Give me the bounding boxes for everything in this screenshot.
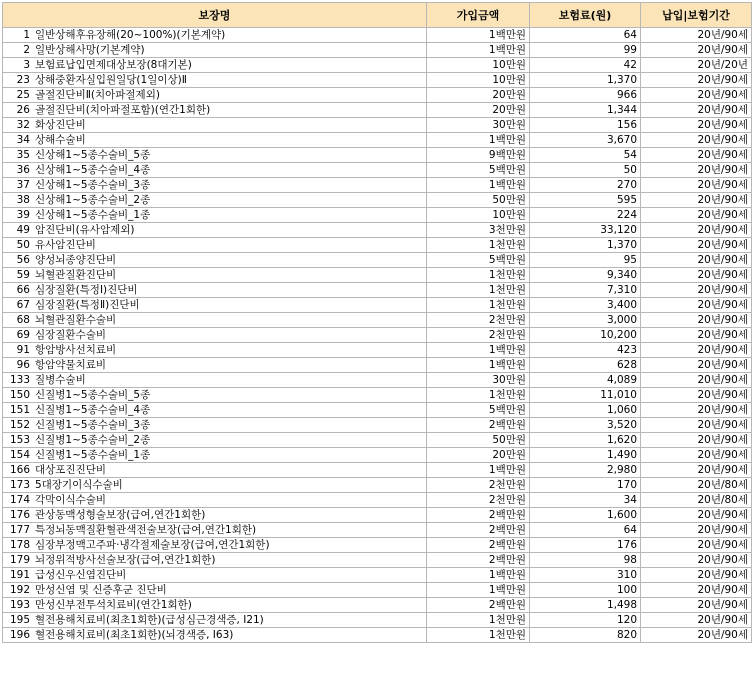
premium-cell: 42: [530, 58, 641, 73]
coverage-name: 신상해1~5종수술비_5종: [35, 148, 151, 161]
coverage-name: 상해중환자실입원일당(1일이상)Ⅱ: [35, 73, 187, 86]
premium-cell: 1,620: [530, 433, 641, 448]
coverage-name: 신질병1~5종수술비_3종: [35, 418, 151, 431]
table-row: [3, 88, 752, 103]
coverage-name: 상해수술비: [35, 133, 86, 146]
coverage-name-cell: [3, 478, 427, 493]
coverage-table-container: [2, 2, 751, 643]
period-cell: 20년/80세: [641, 478, 752, 493]
period-cell: 20년/90세: [641, 328, 752, 343]
coverage-name-cell: [3, 373, 427, 388]
coverage-number: 67: [16, 298, 30, 311]
period-cell: 20년/90세: [641, 88, 752, 103]
coverage-name-cell: [3, 493, 427, 508]
coverage-name: 신질병1~5종수술비_4종: [35, 403, 151, 416]
premium-cell: 170: [530, 478, 641, 493]
coverage-name: 보험료납입면제대상보장(8대기본): [35, 58, 192, 71]
coverage-number: 23: [16, 73, 30, 86]
period-cell: 20년/90세: [641, 28, 752, 43]
coverage-number: 133: [9, 373, 30, 386]
table-row: [3, 253, 752, 268]
coverage-name: 신상해1~5종수술비_4종: [35, 163, 151, 176]
amount-cell: 3천만원: [427, 223, 530, 238]
coverage-name-cell: [3, 58, 427, 73]
premium-cell: 95: [530, 253, 641, 268]
coverage-number: 56: [16, 253, 30, 266]
coverage-number: 166: [9, 463, 30, 476]
amount-cell: 1백만원: [427, 43, 530, 58]
coverage-name: 심장질환수술비: [35, 328, 107, 341]
coverage-name: 관상동맥성형술보장(급여,연간1회한): [35, 508, 206, 521]
coverage-name-cell: [3, 553, 427, 568]
premium-cell: 3,520: [530, 418, 641, 433]
coverage-name: 항암약물치료비: [35, 358, 107, 371]
table-row: [3, 448, 752, 463]
coverage-name: 대상포진진단비: [35, 463, 107, 476]
premium-cell: 33,120: [530, 223, 641, 238]
amount-cell: 10만원: [427, 58, 530, 73]
coverage-name-cell: [3, 253, 427, 268]
coverage-name: 급성신우신염진단비: [35, 568, 127, 581]
premium-cell: 270: [530, 178, 641, 193]
premium-cell: 1,600: [530, 508, 641, 523]
amount-cell: 2백만원: [427, 598, 530, 613]
premium-cell: 1,490: [530, 448, 641, 463]
amount-cell: 10만원: [427, 208, 530, 223]
table-body: [3, 28, 752, 643]
premium-cell: 595: [530, 193, 641, 208]
amount-cell: 30만원: [427, 118, 530, 133]
period-cell: 20년/90세: [641, 148, 752, 163]
coverage-number: 173: [9, 478, 30, 491]
coverage-number: 59: [16, 268, 30, 281]
coverage-number: 25: [16, 88, 30, 101]
coverage-number: 192: [9, 583, 30, 596]
coverage-number: 35: [16, 148, 30, 161]
period-cell: 20년/90세: [641, 373, 752, 388]
coverage-name: 신질병1~5종수술비_1종: [35, 448, 151, 461]
period-cell: 20년/90세: [641, 418, 752, 433]
coverage-number: 174: [9, 493, 30, 506]
table-row: [3, 388, 752, 403]
coverage-name-cell: [3, 568, 427, 583]
premium-cell: 3,400: [530, 298, 641, 313]
coverage-name-cell: [3, 328, 427, 343]
premium-cell: 98: [530, 553, 641, 568]
period-cell: 20년/90세: [641, 628, 752, 643]
coverage-number: 26: [16, 103, 30, 116]
coverage-number: 1: [23, 28, 30, 41]
table-row: [3, 238, 752, 253]
coverage-number: 91: [16, 343, 30, 356]
table-row: [3, 28, 752, 43]
coverage-number: 32: [16, 118, 30, 131]
period-cell: 20년/90세: [641, 283, 752, 298]
coverage-name: 신상해1~5종수술비_1종: [35, 208, 151, 221]
premium-cell: 64: [530, 523, 641, 538]
amount-cell: 1백만원: [427, 358, 530, 373]
premium-cell: 7,310: [530, 283, 641, 298]
coverage-name-cell: [3, 583, 427, 598]
coverage-name: 만성신염 및 신증후군 진단비: [35, 583, 167, 596]
period-cell: 20년/90세: [641, 208, 752, 223]
coverage-name-cell: [3, 523, 427, 538]
coverage-number: 69: [16, 328, 30, 341]
amount-cell: 5백만원: [427, 163, 530, 178]
header-coverage-name: 보장명: [3, 3, 427, 28]
header-premium: 보험료(원): [530, 3, 641, 28]
amount-cell: 1백만원: [427, 568, 530, 583]
premium-cell: 1,344: [530, 103, 641, 118]
period-cell: 20년/90세: [641, 133, 752, 148]
premium-cell: 820: [530, 628, 641, 643]
coverage-number: 150: [9, 388, 30, 401]
coverage-number: 96: [16, 358, 30, 371]
coverage-name-cell: [3, 283, 427, 298]
table-row: [3, 493, 752, 508]
amount-cell: 5백만원: [427, 403, 530, 418]
period-cell: 20년/90세: [641, 343, 752, 358]
period-cell: 20년/90세: [641, 238, 752, 253]
coverage-name-cell: [3, 193, 427, 208]
amount-cell: 2백만원: [427, 538, 530, 553]
premium-cell: 1,498: [530, 598, 641, 613]
table-row: [3, 343, 752, 358]
period-cell: 20년/90세: [641, 268, 752, 283]
coverage-name-cell: [3, 133, 427, 148]
amount-cell: 1천만원: [427, 238, 530, 253]
amount-cell: 2백만원: [427, 553, 530, 568]
table-row: [3, 223, 752, 238]
amount-cell: 2백만원: [427, 523, 530, 538]
coverage-name: 뇌혈관질환수술비: [35, 313, 117, 326]
period-cell: 20년/90세: [641, 433, 752, 448]
amount-cell: 1백만원: [427, 343, 530, 358]
table-row: [3, 403, 752, 418]
table-row: [3, 193, 752, 208]
period-cell: 20년/90세: [641, 508, 752, 523]
table-row: [3, 43, 752, 58]
coverage-name-cell: [3, 73, 427, 88]
period-cell: 20년/90세: [641, 193, 752, 208]
amount-cell: 1천만원: [427, 268, 530, 283]
coverage-name-cell: [3, 223, 427, 238]
coverage-table: [2, 2, 752, 643]
premium-cell: 50: [530, 163, 641, 178]
coverage-name-cell: [3, 148, 427, 163]
amount-cell: 1백만원: [427, 28, 530, 43]
coverage-number: 179: [9, 553, 30, 566]
amount-cell: 2백만원: [427, 418, 530, 433]
premium-cell: 156: [530, 118, 641, 133]
coverage-number: 36: [16, 163, 30, 176]
period-cell: 20년/90세: [641, 538, 752, 553]
coverage-number: 39: [16, 208, 30, 221]
coverage-name: 뇌정위적방사선술보장(급여,연간1회한): [35, 553, 216, 566]
table-row: [3, 463, 752, 478]
coverage-name-cell: [3, 178, 427, 193]
amount-cell: 1백만원: [427, 178, 530, 193]
period-cell: 20년/90세: [641, 568, 752, 583]
amount-cell: 30만원: [427, 373, 530, 388]
period-cell: 20년/90세: [641, 163, 752, 178]
table-row: [3, 373, 752, 388]
table-row: [3, 358, 752, 373]
coverage-name: 골절진단비(치아파절포함)(연간1회한): [35, 103, 211, 116]
amount-cell: 1천만원: [427, 613, 530, 628]
coverage-name: 일반상해후유장해(20~100%)(기본계약): [35, 28, 226, 41]
coverage-name: 심장질환(특정Ⅰ)진단비: [35, 283, 138, 296]
premium-cell: 628: [530, 358, 641, 373]
period-cell: 20년/90세: [641, 73, 752, 88]
coverage-number: 37: [16, 178, 30, 191]
coverage-name: 심장질환(특정Ⅱ)진단비: [35, 298, 140, 311]
premium-cell: 4,089: [530, 373, 641, 388]
period-cell: 20년/90세: [641, 43, 752, 58]
coverage-name-cell: [3, 448, 427, 463]
coverage-name-cell: [3, 298, 427, 313]
premium-cell: 966: [530, 88, 641, 103]
table-row: [3, 118, 752, 133]
amount-cell: 2천만원: [427, 493, 530, 508]
table-row: [3, 628, 752, 643]
coverage-name: 유사암진단비: [35, 238, 96, 251]
coverage-name-cell: [3, 628, 427, 643]
table-row: [3, 268, 752, 283]
amount-cell: 1천만원: [427, 298, 530, 313]
premium-cell: 1,370: [530, 238, 641, 253]
premium-cell: 2,980: [530, 463, 641, 478]
coverage-number: 177: [9, 523, 30, 536]
coverage-number: 66: [16, 283, 30, 296]
coverage-name: 질병수술비: [35, 373, 86, 386]
table-row: [3, 148, 752, 163]
coverage-name-cell: [3, 613, 427, 628]
coverage-name-cell: [3, 418, 427, 433]
table-row: [3, 298, 752, 313]
coverage-name-cell: [3, 163, 427, 178]
premium-cell: 423: [530, 343, 641, 358]
coverage-number: 68: [16, 313, 30, 326]
table-row: [3, 598, 752, 613]
coverage-name: 항암방사선치료비: [35, 343, 117, 356]
premium-cell: 3,000: [530, 313, 641, 328]
coverage-name: 신상해1~5종수술비_2종: [35, 193, 151, 206]
period-cell: 20년/90세: [641, 358, 752, 373]
coverage-number: 2: [23, 43, 30, 56]
amount-cell: 2백만원: [427, 508, 530, 523]
coverage-name: 골절진단비Ⅱ(치아파절제외): [35, 88, 160, 101]
table-row: [3, 508, 752, 523]
coverage-number: 151: [9, 403, 30, 416]
premium-cell: 11,010: [530, 388, 641, 403]
premium-cell: 3,670: [530, 133, 641, 148]
coverage-name: 만성신부전투석치료비(연간1회한): [35, 598, 192, 611]
table-row: [3, 73, 752, 88]
coverage-number: 195: [9, 613, 30, 626]
coverage-number: 3: [23, 58, 30, 71]
period-cell: 20년/80세: [641, 493, 752, 508]
premium-cell: 10,200: [530, 328, 641, 343]
table-row: [3, 523, 752, 538]
coverage-number: 154: [9, 448, 30, 461]
coverage-name-cell: [3, 208, 427, 223]
table-row: [3, 163, 752, 178]
period-cell: 20년/90세: [641, 523, 752, 538]
period-cell: 20년/90세: [641, 253, 752, 268]
table-row: [3, 433, 752, 448]
table-row: [3, 58, 752, 73]
coverage-name: 심장부정맥고주파·냉각절제술보장(급여,연간1회한): [35, 538, 270, 551]
amount-cell: 50만원: [427, 193, 530, 208]
table-row: [3, 418, 752, 433]
coverage-number: 49: [16, 223, 30, 236]
table-row: [3, 313, 752, 328]
period-cell: 20년/90세: [641, 388, 752, 403]
coverage-name: 각막이식수술비: [35, 493, 107, 506]
amount-cell: 1백만원: [427, 133, 530, 148]
amount-cell: 50만원: [427, 433, 530, 448]
coverage-name: 양성뇌종양진단비: [35, 253, 117, 266]
coverage-name-cell: [3, 598, 427, 613]
coverage-name-cell: [3, 28, 427, 43]
amount-cell: 20만원: [427, 448, 530, 463]
table-row: [3, 208, 752, 223]
coverage-number: 196: [9, 628, 30, 641]
amount-cell: 10만원: [427, 73, 530, 88]
premium-cell: 54: [530, 148, 641, 163]
coverage-number: 38: [16, 193, 30, 206]
coverage-number: 152: [9, 418, 30, 431]
amount-cell: 1천만원: [427, 283, 530, 298]
coverage-name-cell: [3, 88, 427, 103]
period-cell: 20년/90세: [641, 463, 752, 478]
coverage-name-cell: [3, 343, 427, 358]
table-row: [3, 178, 752, 193]
header-amount: 가입금액: [427, 3, 530, 28]
period-cell: 20년/20년: [641, 58, 752, 73]
premium-cell: 64: [530, 28, 641, 43]
period-cell: 20년/90세: [641, 178, 752, 193]
amount-cell: 2천만원: [427, 478, 530, 493]
coverage-name-cell: [3, 508, 427, 523]
coverage-number: 50: [16, 238, 30, 251]
coverage-name-cell: [3, 433, 427, 448]
table-row: [3, 478, 752, 493]
premium-cell: 1,370: [530, 73, 641, 88]
table-row: [3, 568, 752, 583]
table-row: [3, 538, 752, 553]
table-row: [3, 133, 752, 148]
amount-cell: 1백만원: [427, 583, 530, 598]
table-row: [3, 553, 752, 568]
coverage-name: 암진단비(유사암제외): [35, 223, 135, 236]
amount-cell: 20만원: [427, 103, 530, 118]
coverage-name-cell: [3, 403, 427, 418]
premium-cell: 34: [530, 493, 641, 508]
period-cell: 20년/90세: [641, 223, 752, 238]
coverage-name-cell: [3, 358, 427, 373]
coverage-name-cell: [3, 463, 427, 478]
coverage-name: 신질병1~5종수술비_5종: [35, 388, 151, 401]
amount-cell: 1천만원: [427, 388, 530, 403]
coverage-name: 혈전용해치료비(최초1회한)(뇌경색증, I63): [35, 628, 234, 641]
period-cell: 20년/90세: [641, 298, 752, 313]
period-cell: 20년/90세: [641, 448, 752, 463]
coverage-name: 화상진단비: [35, 118, 86, 131]
coverage-number: 176: [9, 508, 30, 521]
premium-cell: 100: [530, 583, 641, 598]
amount-cell: 9백만원: [427, 148, 530, 163]
table-row: [3, 583, 752, 598]
coverage-number: 193: [9, 598, 30, 611]
amount-cell: 1백만원: [427, 463, 530, 478]
period-cell: 20년/90세: [641, 598, 752, 613]
table-row: [3, 103, 752, 118]
header-period: 납입|보험기간: [641, 3, 752, 28]
amount-cell: 1천만원: [427, 628, 530, 643]
premium-cell: 310: [530, 568, 641, 583]
coverage-name: 특정뇌동맥질환혈관색전술보장(급여,연간1회한): [35, 523, 257, 536]
coverage-name: 신질병1~5종수술비_2종: [35, 433, 151, 446]
coverage-name: 혈전용해치료비(최초1회한)(급성심근경색증, I21): [35, 613, 264, 626]
coverage-number: 178: [9, 538, 30, 551]
coverage-name-cell: [3, 238, 427, 253]
coverage-name: 신상해1~5종수술비_3종: [35, 178, 151, 191]
table-header: [3, 3, 752, 28]
coverage-name-cell: [3, 268, 427, 283]
coverage-name-cell: [3, 313, 427, 328]
coverage-name: 일반상해사망(기본계약): [35, 43, 145, 56]
amount-cell: 20만원: [427, 88, 530, 103]
coverage-number: 34: [16, 133, 30, 146]
coverage-name: 뇌혈관질환진단비: [35, 268, 117, 281]
period-cell: 20년/90세: [641, 313, 752, 328]
table-row: [3, 613, 752, 628]
coverage-name-cell: [3, 103, 427, 118]
coverage-name-cell: [3, 388, 427, 403]
coverage-number: 191: [9, 568, 30, 581]
period-cell: 20년/90세: [641, 118, 752, 133]
header-row: [3, 3, 752, 28]
premium-cell: 224: [530, 208, 641, 223]
period-cell: 20년/90세: [641, 553, 752, 568]
amount-cell: 2천만원: [427, 328, 530, 343]
period-cell: 20년/90세: [641, 583, 752, 598]
amount-cell: 2천만원: [427, 313, 530, 328]
amount-cell: 5백만원: [427, 253, 530, 268]
coverage-number: 153: [9, 433, 30, 446]
premium-cell: 120: [530, 613, 641, 628]
premium-cell: 9,340: [530, 268, 641, 283]
table-row: [3, 283, 752, 298]
period-cell: 20년/90세: [641, 613, 752, 628]
premium-cell: 99: [530, 43, 641, 58]
premium-cell: 176: [530, 538, 641, 553]
coverage-name-cell: [3, 118, 427, 133]
period-cell: 20년/90세: [641, 403, 752, 418]
coverage-name-cell: [3, 43, 427, 58]
premium-cell: 1,060: [530, 403, 641, 418]
coverage-name: 5대장기이식수술비: [35, 478, 123, 491]
coverage-name-cell: [3, 538, 427, 553]
table-row: [3, 328, 752, 343]
period-cell: 20년/90세: [641, 103, 752, 118]
